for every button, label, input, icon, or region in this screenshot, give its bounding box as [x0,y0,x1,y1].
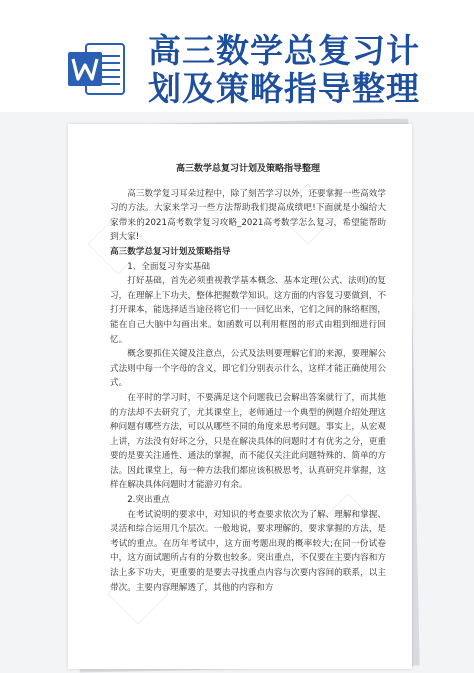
title-line-1: 高三数学总复习计 [148,31,420,70]
page-header [0,0,474,112]
paragraph-foundation: 打好基础，首先必须重视教学基本概念、基本定理(公式、法则)的复习，在理解上下功夫，整体把握数学知识。这方面的内容复习要做到，不打开课本，能选择适当途径将它们一一回忆出来，它们之间的脉络框图，能在自己大脑中勾画出来。如函数可以利用框图的形式由粗到细进行回忆。 [110,276,386,345]
document-title: 高三数学总复习计划及策略指导整理 [175,164,320,174]
document-body [110,162,386,595]
section-heading: 高三数学总复习计划及策略指导 [110,246,231,257]
document-page [68,124,412,669]
page-title [148,32,468,108]
subheading-1: 1、全面复习夯实基础 [127,261,210,272]
title-line-2: 划及策略指导整理 [148,69,420,108]
paragraph-intro: 高三数学复习耳朵过程中，除了刻苦学习以外，还要掌握一些高效学习的方法。大家来学习一些方法帮助我们提高成绩吧!下面就是小编给大家带来的2021高考数学复习攻略_2021高考数学怎么复习，希望能帮助到大家! [110,188,386,243]
word-icon [68,40,126,98]
paragraph-focus: 在考试说明的要求中，对知识的考查要求依次为了解、理解和掌握、灵活和综合运用几个层次。一般地说，要求理解的，要求掌握的方法，是考试的重点。在历年考试中，这方面考题出现的概率较大;在同一份试卷中，这方面试题所占有的分数也较多。突出重点，不仅要在主要内容和方法上多下功夫，更重要的是要去寻找重点内容与次要内容间的联系，以主带次。主要内容理解透了，其他的内容和方 [110,509,386,593]
paragraph-methods: 在平时的学习时，不要满足这个问题我已会解出答案就行了，而其他的方法却不去研究了，尤其课堂上，老师通过一个典型的例题介绍处理这种问题有哪些方法，可以从哪些不同的角度来思考问题。事实上，从宏观上讲，方法没有好坏之分，只是在解决具体的问题时才有优劣之分，更重要的是要关注通性、通法的掌握，而不能仅关注此问题特殊的、简单的方法。因此课堂上，每一种方法我们都应该积极思考，认真研究并掌握，这样在解决具体问题时才能游刃有余。 [110,392,386,491]
subheading-2: 2.突出重点 [127,495,170,506]
paragraph-concepts: 概念要抓住关键及注意点，公式及法则要理解它们的来源，要理解公式法则中每一个字母的含义，即它们分别表示什么，这样才能正确使用公式。 [110,349,386,389]
